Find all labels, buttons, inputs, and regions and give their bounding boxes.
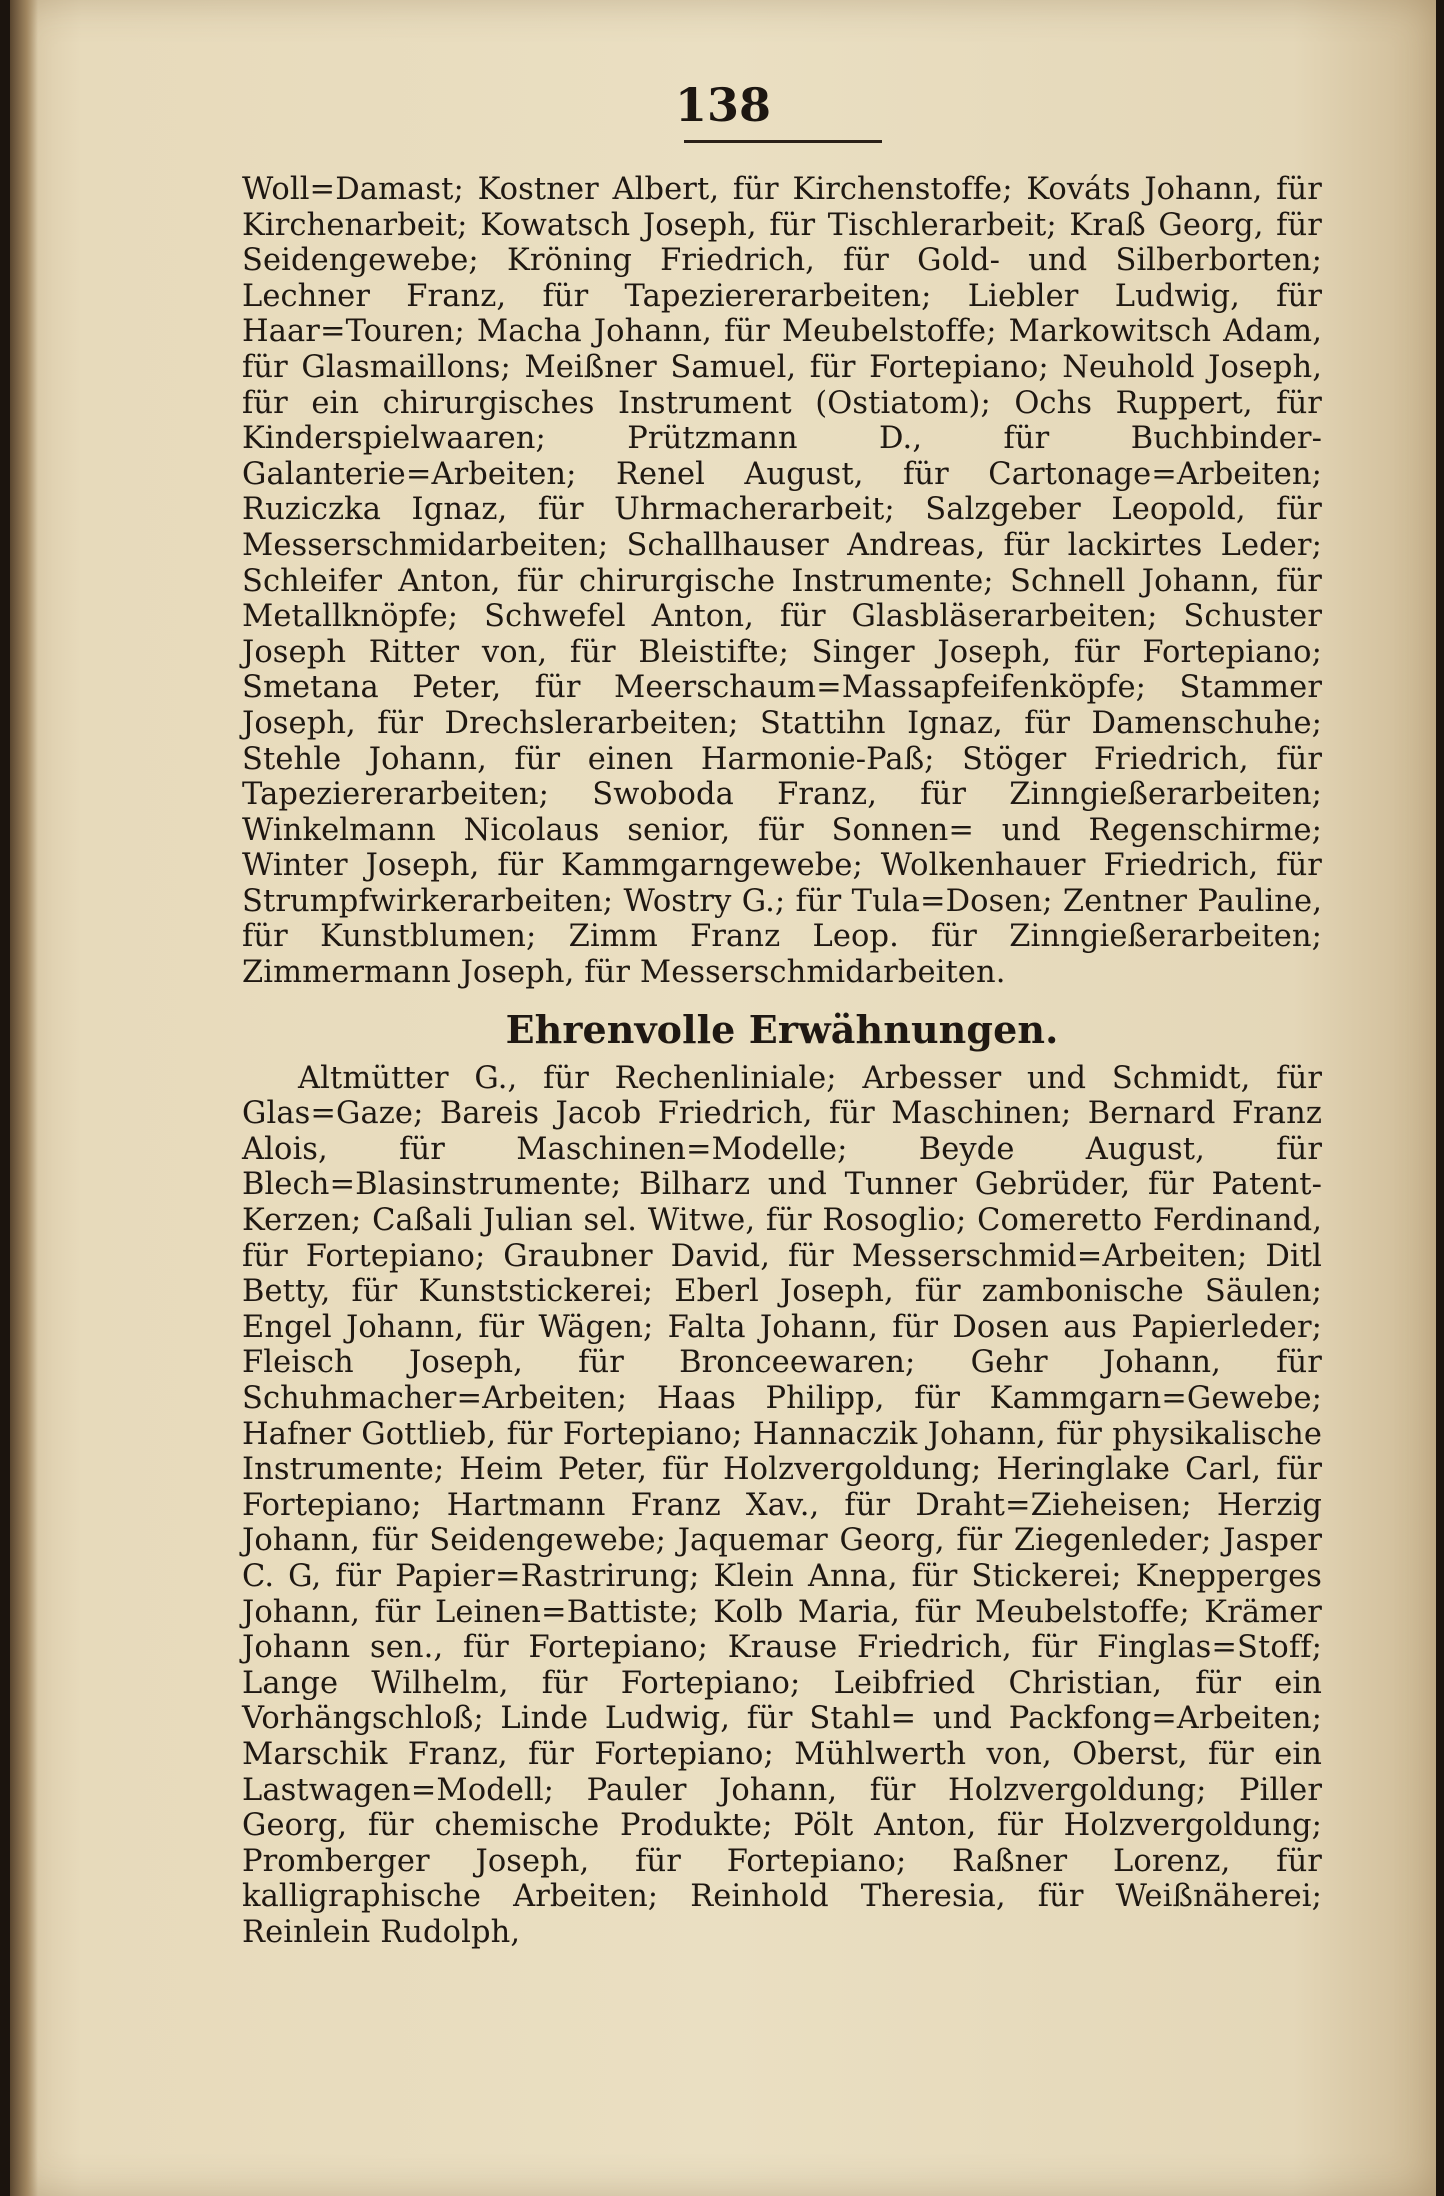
- page-number: 138: [674, 78, 772, 132]
- section-heading: Ehrenvolle Erwähnungen.: [505, 1006, 1059, 1052]
- book-page: [10, 0, 1436, 2196]
- text-block: [242, 172, 1322, 1951]
- award-list-paragraph: Woll=Damast; Kostner Albert, für Kirchenstoffe; Kováts Johann, für Kirchenarbeit; Kowatsch Joseph, für Tischlerarbeit; Kraß Georg, für Seidengewebe; Kröning Friedrich, für Gold- und Silberborten; Lechner Franz, für Tapeziererarbeiten; Liebler Ludwig, für Haar=Touren; Macha Johann, für Meubelstoffe; Markowitsch Adam, für Glasmaillons; Meißner Samuel, für Fortepiano; Neuhold Joseph, für ein chirurgisches Instrument (Ostiatom); Ochs Ruppert, für Kinderspielwaaren; Prützmann D., für Buchbinder-Galanterie=Arbeiten; Renel August, für Cartonage=Arbeiten; Ruziczka Ignaz, für Uhrmacherarbeit; Salzgeber Leopold, für Messerschmidarbeiten; Schallhauser Andreas, für lackirtes Leder; Schleifer Anton, für chirurgische Instrumente; Schnell Johann, für Metallknöpfe; Schwefel Anton, für Glasbläserarbeiten; Schuster Joseph Ritter von, für Bleistifte; Singer Joseph, für Fortepiano; Smetana Peter, für Meerschaum=Massapfeifenköpfe; Stammer Joseph, für Drechslerarbeiten; Stattihn Ignaz, für Damenschuhe; Stehle Johann, für einen Harmonie-Paß; Stöger Friedrich, für Tapeziererarbeiten; Swoboda Franz, für Zinngießerarbeiten; Winkelmann Nicolaus senior, für Sonnen= und Regenschirme; Winter Joseph, für Kammgarngewebe; Wolkenhauer Friedrich, für Strumpfwirkerarbeiten; Wostry G.; für Tula=Dosen; Zentner Pauline, für Kunstblumen; Zimm Franz Leop. für Zinngießerarbeiten; Zimmermann Joseph, für Messerschmidarbeiten.: [242, 172, 1322, 991]
- honorable-mentions-paragraph: Altmütter G., für Rechenliniale; Arbesser und Schmidt, für Glas=Gaze; Bareis Jacob Friedrich, für Maschinen; Bernard Franz Alois, für Maschinen=Modelle; Beyde August, für Blech=Blasinstrumente; Bilharz und Tunner Gebrüder, für Patent-Kerzen; Caßali Julian sel. Witwe, für Rosoglio; Comeretto Ferdinand, für Fortepiano; Graubner David, für Messerschmid=Arbeiten; Ditl Betty, für Kunststickerei; Eberl Joseph, für zambonische Säulen; Engel Johann, für Wägen; Falta Johann, für Dosen aus Papierleder; Fleisch Joseph, für Bronceewaren; Gehr Johann, für Schuhmacher=Arbeiten; Haas Philipp, für Kammgarn=Gewebe; Hafner Gottlieb, für Fortepiano; Hannaczik Johann, für physikalische Instrumente; Heim Peter, für Holzvergoldung; Heringlake Carl, für Fortepiano; Hartmann Franz Xav., für Draht=Zieheisen; Herzig Johann, für Seidengewebe; Jaquemar Georg, für Ziegenleder; Jasper C. G, für Papier=Rastrirung; Klein Anna, für Stickerei; Knepperges Johann, für Leinen=Battiste; Kolb Maria, für Meubelstoffe; Krämer Johann sen., für Fortepiano; Krause Friedrich, für Finglas=Stoff; Lange Wilhelm, für Fortepiano; Leibfried Christian, für ein Vorhängschloß; Linde Ludwig, für Stahl= und Packfong=Arbeiten; Marschik Franz, für Fortepiano; Mühlwerth von, Oberst, für ein Lastwagen=Modell; Pauler Johann, für Holzvergoldung; Piller Georg, für chemische Produkte; Pölt Anton, für Holzvergoldung; Promberger Joseph, für Fortepiano; Raßner Lorenz, für kalligraphische Arbeiten; Reinhold Theresia, für Weißnäherei; Reinlein Rudolph,: [242, 1060, 1322, 1950]
- book-gutter: [10, 0, 38, 2196]
- page-number-rule: [684, 140, 882, 143]
